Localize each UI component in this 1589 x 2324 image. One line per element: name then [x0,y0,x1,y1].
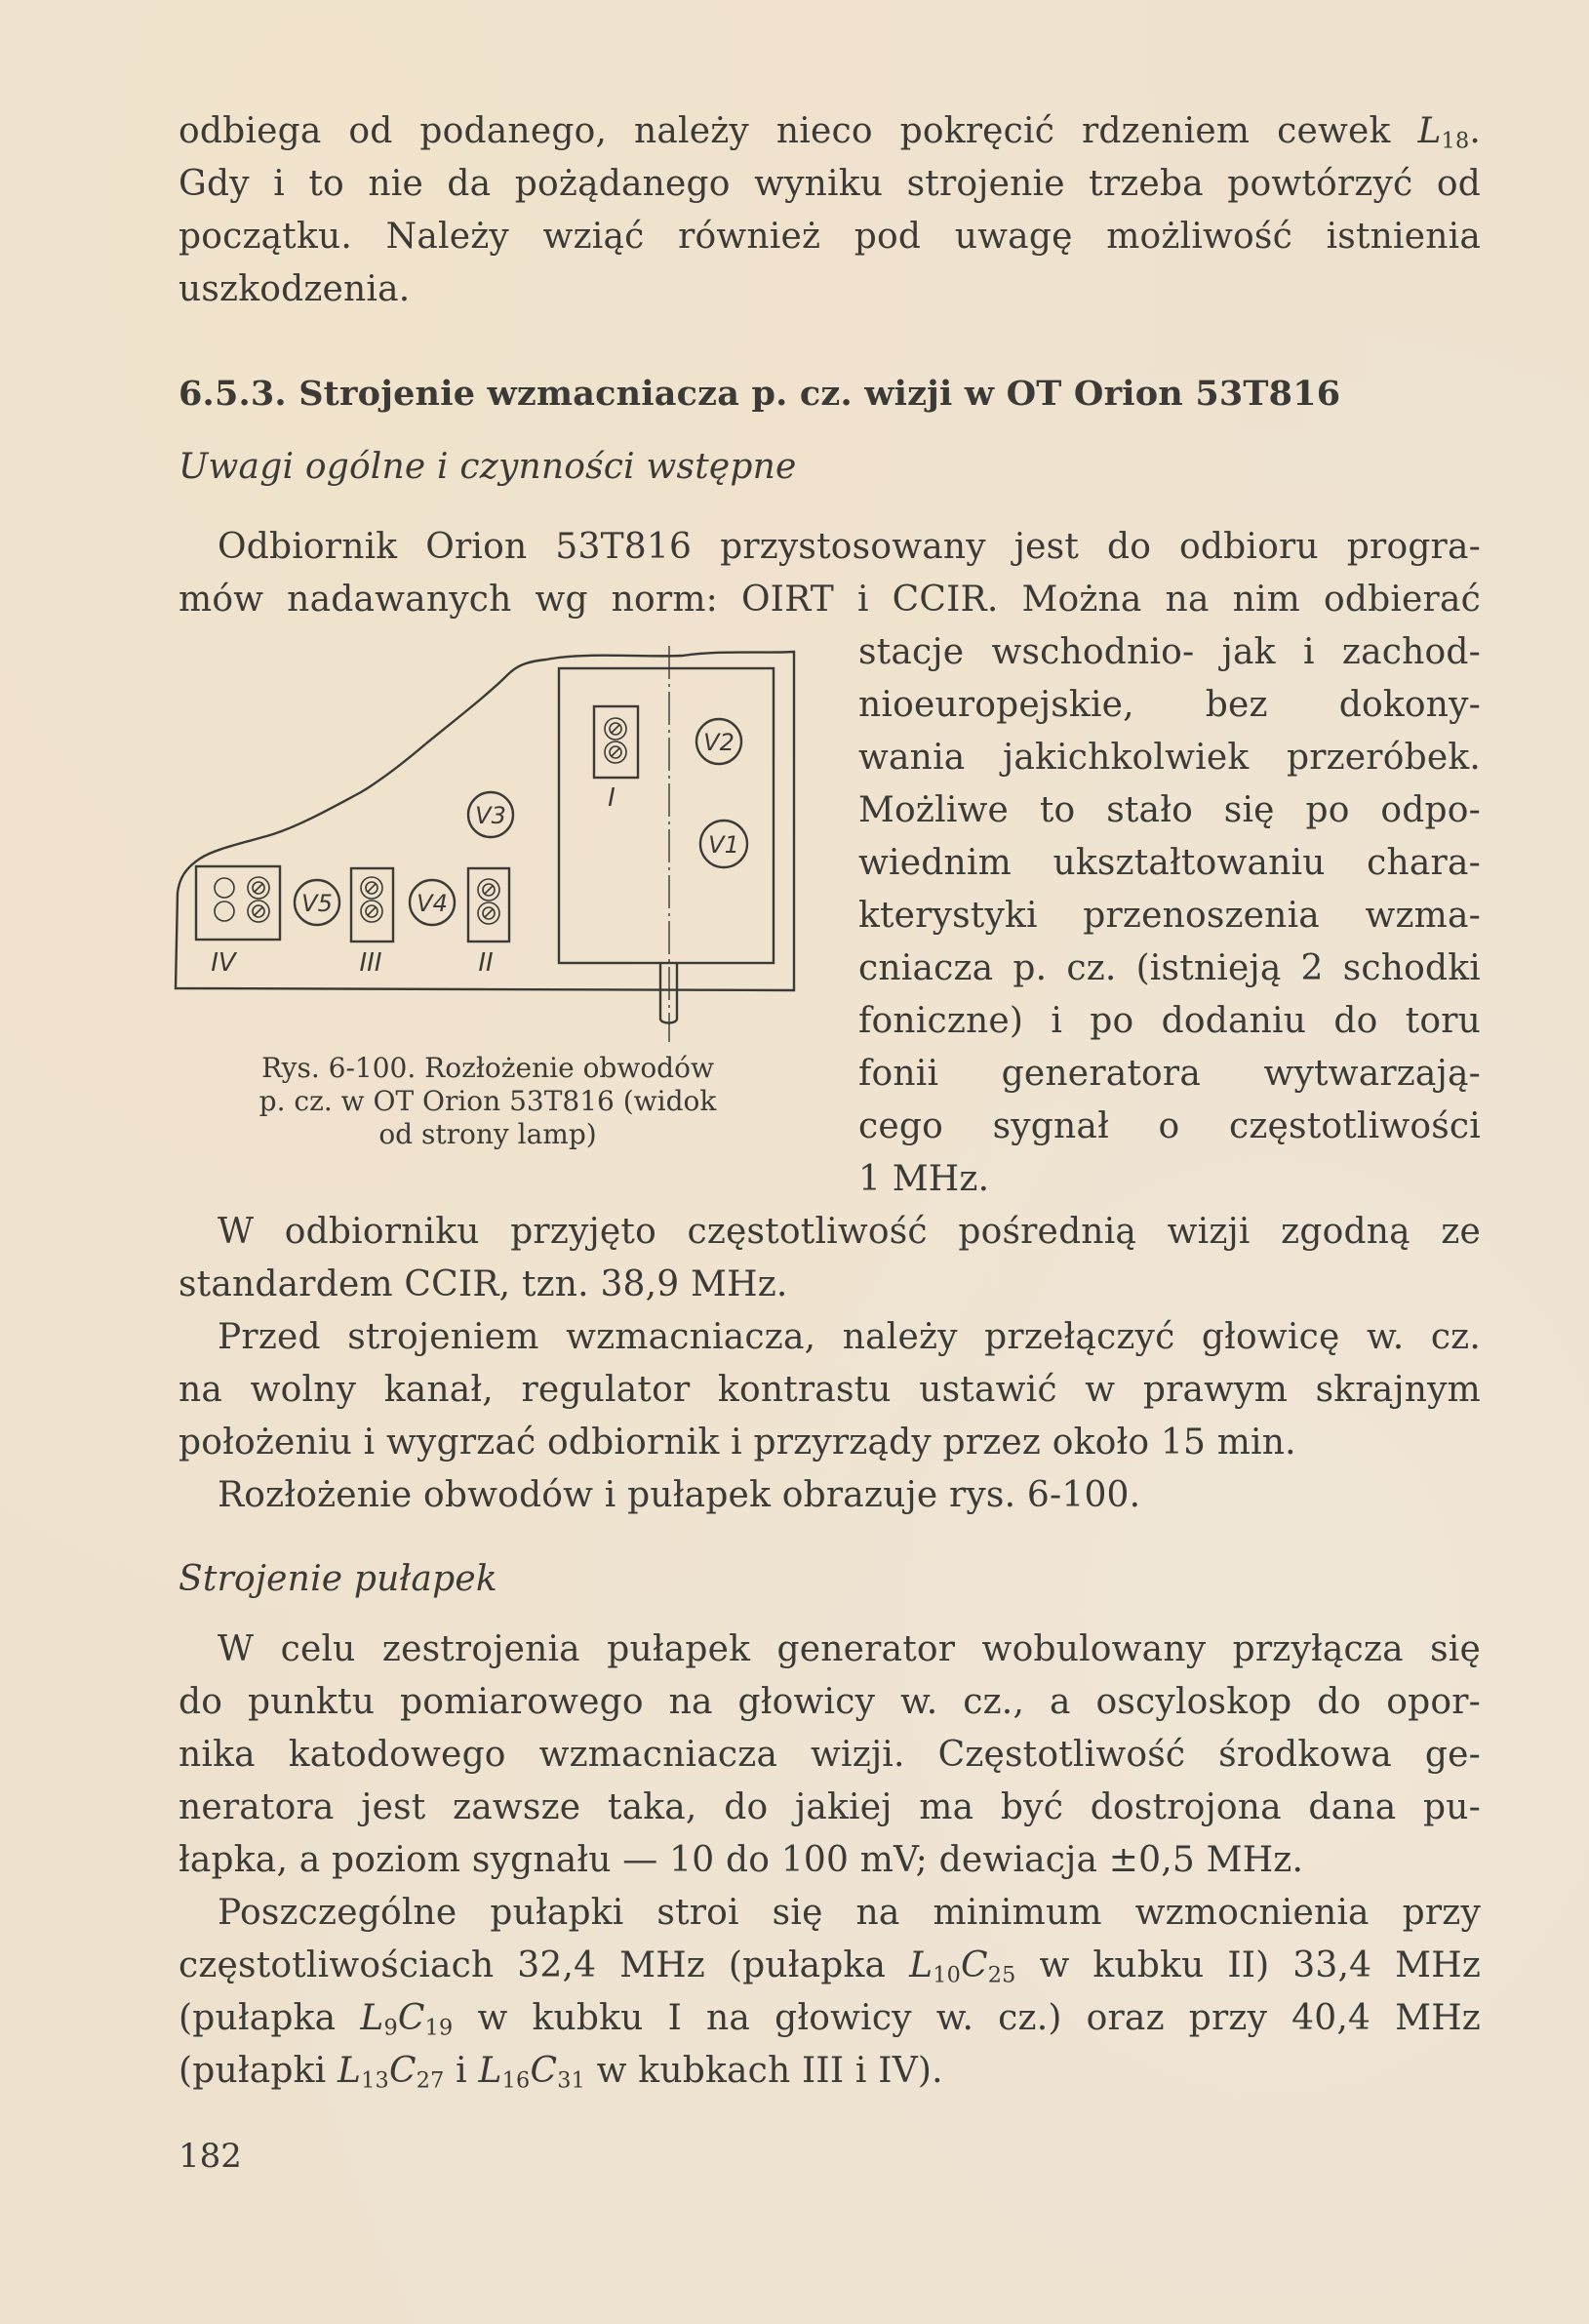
circuit-label: IV [211,948,236,978]
symbol-subscript: 31 [557,2067,585,2094]
subheading: Uwagi ogólne i czynności wstępne [179,447,797,487]
page-number: 182 [179,2137,242,2176]
text-line: Poszczególne pułapki stroi się na minimum wzmocnienia przy [218,1893,1481,1933]
symbol-subscript: 25 [987,1962,1016,1988]
text-line: łapka, a poziom sygnału — 10 do 100 mV; dewiacja ±0,5 MHz. [179,1840,1304,1880]
text-line: 1 MHz. [858,1159,990,1199]
symbol-letter: L [909,1945,934,1985]
text-line: Rozłożenie obwodów i pułapek obrazuje rys. 6-100. [218,1475,1141,1515]
circuit-layout-figure [0,0,839,1083]
text-line: foniczne) i po dodaniu do toru [858,1001,1481,1041]
text-line [179,2045,1481,2098]
text-line: W odbiorniku przyjęto częstotliwość pośrednią wizji zgodną ze [218,1212,1481,1252]
symbol-letter: L [1417,111,1442,151]
symbol-subscript: 9 [383,2015,398,2041]
text-span: i [456,2051,467,2091]
text-line: uszkodzenia. [179,269,411,309]
tube-label: V4 [417,890,448,917]
figure-caption-line: p. cz. w OT Orion 53T816 (widok [258,1085,717,1117]
text-span: w kubku II) 33,4 MHz [1039,1945,1481,1985]
symbol-letter: C [530,2051,558,2091]
text-line: na wolny kanał, regulator kontrastu ustawić w prawym skrajnym [179,1370,1481,1410]
text-line: odbiega od podanego, należy nieco pokręcić rdzeniem cewek $L_{18}$. [179,111,1481,154]
tube-label: V5 [301,890,333,917]
text-line: neratora jest zawsze taka, do jakiej ma być dostrojona dana pu- [179,1787,1481,1827]
symbol-letter: L [360,1998,384,2038]
text-line: Gdy i to nie da pożądanego wyniku strojenie trzeba powtórzyć od [179,164,1481,204]
text-line: Przed strojeniem wzmacniacza, należy przełączyć głowicę w. cz. [218,1317,1481,1357]
circuit-label: II [478,948,494,978]
text-line: wiednim ukształtowaniu chara- [858,843,1481,883]
text-line [179,1940,1481,1992]
text-line: początku. Należy wziąć również pod uwagę możliwość istnienia [179,217,1481,257]
symbol-subscript: 16 [501,2067,531,2094]
symbol-letter: L [478,2051,502,2091]
trimmer-icon [361,877,382,922]
symbol-letter: C [388,2051,417,2091]
text-line: Odbiornik Orion 53T816 przystosowany jest do odbioru progra- [218,527,1481,567]
subheading: Strojenie pułapek [179,1559,497,1599]
tube-label: V1 [708,831,739,859]
text-span: częstotliwościach 32,4 MHz (pułapka [179,1945,887,1985]
text-span: w kubku I na głowicy w. cz.) oraz przy 40,4 MHz [477,1998,1481,2038]
symbol-subscript: 19 [424,2015,454,2041]
text-line: stacje wschodnio- jak i zachod- [858,632,1481,672]
circuit-box-iv [196,866,280,940]
text-span: (pułapki [179,2051,327,2091]
figure-caption-line: Rys. 6-100. Rozłożenie obwodów [261,1052,714,1084]
trimmer-icon [605,718,626,763]
text-line: W celu zestrojenia pułapek generator wobulowany przyłącza się [218,1629,1481,1669]
text-line: położeniu i wygrzać odbiornik i przyrządy przez około 15 min. [179,1422,1296,1463]
text-line: do punktu pomiarowego na głowicy w. cz., a oscyloskop do opor- [179,1682,1481,1722]
symbol-letter: L [338,2051,362,2091]
text-line: fonii generatora wytwarzają- [858,1054,1481,1094]
circuit-label: I [608,783,616,813]
text-line [179,1992,1481,2045]
trimmer-icon [478,879,499,924]
text-span: w kubkach III i IV). [596,2051,943,2091]
symbol-letter: C [397,1998,425,2038]
text-line: cego sygnał o częstotliwości [858,1106,1481,1146]
text-line: cniacza p. cz. (istnieją 2 schodki [858,948,1481,988]
symbol-subscript: 13 [361,2067,389,2094]
circuit-label: III [359,948,382,978]
text-line: mów nadawanych wg norm: OIRT i CCIR. Można na nim odbierać [179,580,1481,620]
text-line: standardem CCIR, tzn. 38,9 MHz. [179,1264,788,1304]
symbol-subscript: 10 [933,1962,962,1988]
text-span: (pułapka [179,1998,337,2038]
symbol-subscript: 27 [416,2067,445,2094]
symbol-subscript: 18 [1441,128,1470,154]
symbol-letter: C [961,1945,988,1985]
text-line: wania jakichkolwiek przeróbek. [858,738,1481,778]
text-line: nioeuropejskie, bez dokony- [858,685,1481,725]
text-line: nika katodowego wzmacniacza wizji. Częstotliwość środkowa ge- [179,1735,1481,1775]
text-line: Możliwe to stało się po odpo- [858,790,1481,830]
trimmer-icon [215,877,269,922]
tuner-box [559,668,774,963]
tube-label: V3 [475,802,506,829]
tube-label: V2 [703,729,735,756]
figure-caption-line: od strony lamp) [378,1118,597,1150]
section-heading: 6.5.3. Strojenie wzmacniacza p. cz. wizji w OT Orion 53T816 [179,374,1341,414]
text-line: kterystyki przenoszenia wzma- [858,896,1481,936]
